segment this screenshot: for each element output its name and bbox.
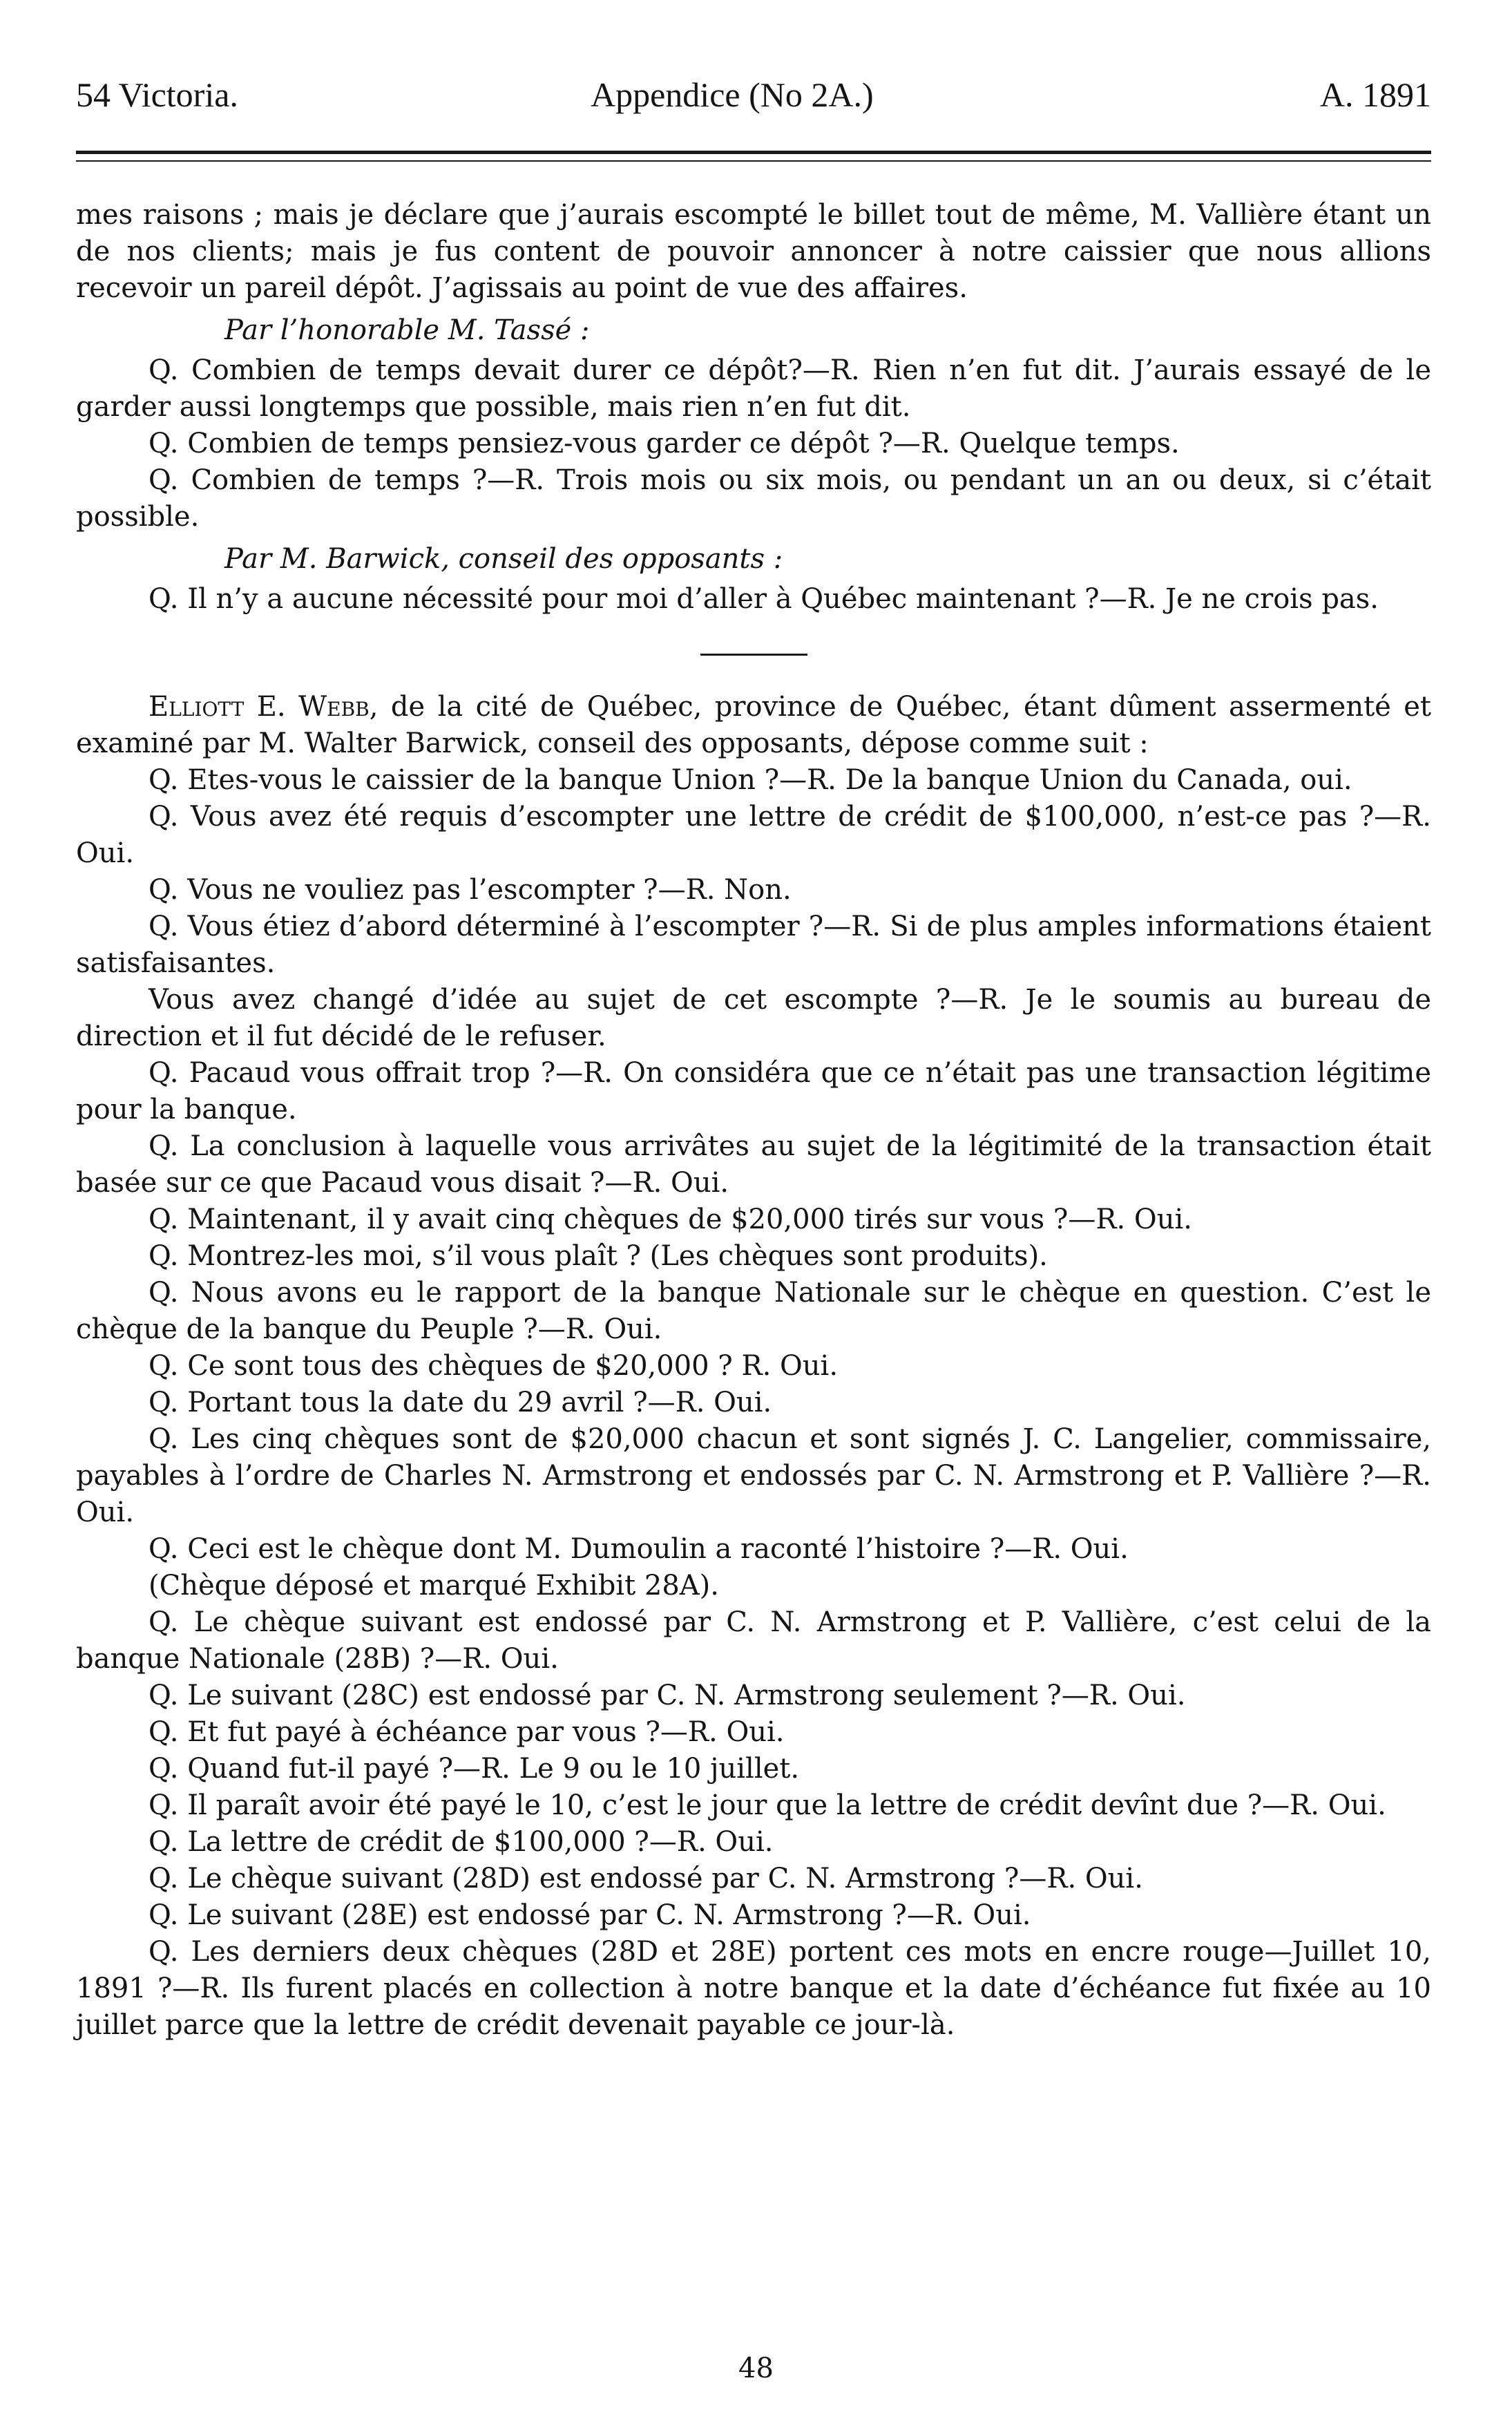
paragraph: Q. Et fut payé à échéance par vous ?—R. Oui. [149,1716,785,1748]
page-number: 48 [738,2353,774,2384]
paragraph: Q. Le chèque suivant (28D) est endossé par C. N. Armstrong ?—R. Oui. [149,1863,1143,1894]
paragraph: Q. Combien de temps devait durer ce dépôt?—R. Rien n’en fut dit. J’aurais essayé de le garder aussi longtemps que possible, mais rien n’en fut dit. [76,354,1431,423]
paragraph: Q. La conclusion à laquelle vous arrivâtes au sujet de la légitimité de la transaction était basée sur ce que Pacaud vous disait ?—R. Oui. [76,1130,1431,1199]
paragraph: Q. Vous étiez d’abord déterminé à l’escompter ?—R. Si de plus amples informations étaient satisfaisantes. [76,911,1431,979]
examiner-heading: Par M. Barwick, conseil des opposants : [224,543,783,575]
header-rule-thin [76,160,1431,162]
paragraph: Q. Vous ne vouliez pas l’escompter ?—R. Non. [149,874,792,906]
paragraph: Q. La lettre de crédit de $100,000 ?—R. Oui. [149,1826,774,1858]
paragraph: (Chèque déposé et marqué Exhibit 28A). [149,1570,719,1602]
paragraph: Q. Pacaud vous offrait trop ?—R. On considéra que ce n’était pas une transaction légitime pour la banque. [76,1057,1431,1125]
paragraph: Q. Portant tous la date du 29 avril ?—R. Oui. [149,1387,772,1418]
paragraph: Q. Il paraît avoir été payé le 10, c’est le jour que la lettre de crédit devînt due ?—R. Oui. [149,1789,1386,1821]
paragraph: Q. Montrez-les moi, s’il vous plaît ? (Les chèques sont produits). [149,1240,1048,1272]
paragraph: Q. Etes-vous le caissier de la banque Union ?—R. De la banque Union du Canada, oui. [149,764,1352,796]
header-rule-thick [76,151,1431,154]
examiner-heading: Par l’honorable M. Tassé : [224,314,590,346]
witness-intro-text: , de la cité de Québec, province de Québec, étant dûment assermenté et examiné par M. Walter Barwick, conseil des opposants, dépose comme suit : [76,691,1431,759]
paragraph: Q. Le suivant (28E) est endossé par C. N. Armstrong ?—R. Oui. [149,1899,1031,1931]
paragraph: Q. Les cinq chèques sont de $20,000 chacun et sont signés J. C. Langelier, commissaire, payables à l’ordre de Charles N. Armstrong et endossés par C. N. Armstrong et P. Vallière ?—R. Oui. [76,1423,1431,1528]
header-appendix: Appendice (No 2A.) [591,75,874,114]
paragraph: mes raisons ; mais je déclare que j’aurais escompté le billet tout de même, M. Vallière étant un de nos clients; mais je fus content de pouvoir annoncer à notre caissier que nous allions recevoir un pareil dépôt. J’agissais au point de vue des affaires. [76,199,1431,304]
paragraph: Vous avez changé d’idée au sujet de cet escompte ?—R. Je le soumis au bureau de direction et il fut décidé de le refuser. [76,984,1431,1052]
paragraph: Q. Quand fut-il payé ?—R. Le 9 ou le 10 juillet. [149,1753,800,1785]
paragraph: Q. Ce sont tous des chèques de $20,000 ? R. Oui. [149,1350,839,1382]
witness-intro [76,689,1431,762]
page-header [76,75,1431,130]
paragraph: Q. Combien de temps ?—R. Trois mois ou six mois, ou pendant un an ou deux, si c’était possible. [76,464,1431,533]
paragraph: Q. Il n’y a aucune nécessité pour moi d’aller à Québec maintenant ?—R. Je ne crois pas. [149,583,1379,615]
paragraph: Q. Ceci est le chèque dont M. Dumoulin a raconté l’histoire ?—R. Oui. [149,1533,1129,1565]
header-year: A. 1891 [1319,75,1431,114]
document-body [76,197,1431,2044]
paragraph: Q. Maintenant, il y avait cinq chèques de $20,000 tirés sur vous ?—R. Oui. [149,1204,1192,1235]
witness-name: Elliott E. Webb [149,691,370,723]
paragraph: Q. Vous avez été requis d’escompter une lettre de crédit de $100,000, n’est-ce pas ?—R. Oui. [76,801,1431,869]
paragraph: Q. Le suivant (28C) est endossé par C. N. Armstrong seulement ?—R. Oui. [149,1680,1186,1711]
paragraph: Q. Le chèque suivant est endossé par C. N. Armstrong et P. Vallière, c’est celui de la banque Nationale (28B) ?—R. Oui. [76,1606,1431,1675]
paragraph: Q. Combien de temps pensiez-vous garder ce dépôt ?—R. Quelque temps. [149,428,1180,459]
header-session: 54 Victoria. [76,75,238,114]
paragraph: Q. Nous avons eu le rapport de la banque Nationale sur le chèque en question. C’est le chèque de la banque du Peuple ?—R. Oui. [76,1277,1431,1345]
paragraph: Q. Les derniers deux chèques (28D et 28E) portent ces mots en encre rouge—Juillet 10, 1891 ?—R. Ils furent placés en collection à notre banque et la date d’échéance fut fixée au 10 juillet parce que la lettre de crédit devenait payable ce jour-là. [76,1936,1431,2041]
section-divider [700,654,807,656]
